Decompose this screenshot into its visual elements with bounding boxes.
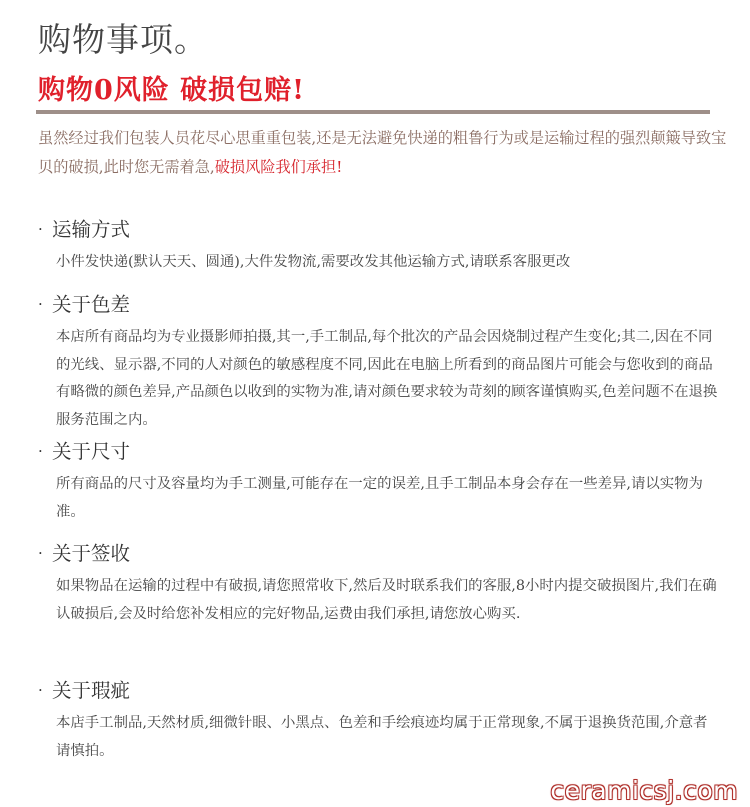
section-body: 如果物品在运输的过程中有破损,请您照常收下,然后及时联系我们的客服,8小时内提交破损图片,我们在确认破损后,会及时给您补发相应的完好物品,运费由我们承担,请您放心购买. xyxy=(56,578,717,622)
intro-paragraph xyxy=(38,124,728,182)
section-color-difference xyxy=(38,291,718,434)
section-body: 所有商品的尺寸及容量均为手工测量,可能存在一定的误差,且手工制品本身会存在一些差异,请以实物为准。 xyxy=(56,476,703,520)
headline-banner: 购物0风险 破损包赔! xyxy=(38,75,306,106)
section-title-text: 运输方式 xyxy=(52,218,131,241)
section-title-text: 关于瑕疵 xyxy=(52,679,131,702)
section-title-text: 关于色差 xyxy=(52,293,131,316)
section-title xyxy=(38,291,718,318)
section-shipping xyxy=(38,216,718,277)
watermark: ceramicsj.com xyxy=(550,776,738,805)
section-flaws xyxy=(38,677,718,765)
section-title xyxy=(38,677,718,704)
section-title xyxy=(38,438,718,465)
section-body: 本店手工制品,天然材质,细微针眼、小黑点、色差和手绘痕迹均属于正常现象,不属于退换货范围,介意者请慎拍。 xyxy=(56,715,708,759)
section-title xyxy=(38,540,718,567)
bullet-icon: · xyxy=(38,220,43,238)
bullet-icon: · xyxy=(38,544,43,562)
section-title xyxy=(38,216,718,243)
section-delivery-receipt xyxy=(38,540,718,628)
bullet-icon: · xyxy=(38,442,43,460)
section-title-text: 关于尺寸 xyxy=(52,440,131,463)
bullet-icon: · xyxy=(38,681,43,699)
section-body: 小件发快递(默认天天、圆通),大件发物流,需要改发其他运输方式,请联系客服更改 xyxy=(56,254,571,270)
bullet-icon: · xyxy=(38,295,43,313)
section-size xyxy=(38,438,718,526)
intro-emphasis: 破损风险我们承担! xyxy=(214,158,343,176)
intro-text: 虽然经过我们包装人员花尽心思重重包装,还是无法避免快递的粗鲁行为或是运输过程的强烈颠簸导致宝贝的破损,此时您无需着急, xyxy=(38,129,727,176)
section-title-text: 关于签收 xyxy=(52,542,131,565)
divider-rule xyxy=(36,110,710,114)
page-title: 购物事项。 xyxy=(38,20,208,59)
section-body: 本店所有商品均为专业摄影师拍摄,其一,手工制品,每个批次的产品会因烧制过程产生变化;其二,因在不同的光线、显示器,不同的人对颜色的敏感程度不同,因此在电脑上所看到的商品图片可能会与您收到的商品有略微的颜色差异,产品颜色以收到的实物为准,请对颜色要求较为苛刻的顾客谨慎购买,色差问题不在退换服务范围之内。 xyxy=(56,329,718,428)
